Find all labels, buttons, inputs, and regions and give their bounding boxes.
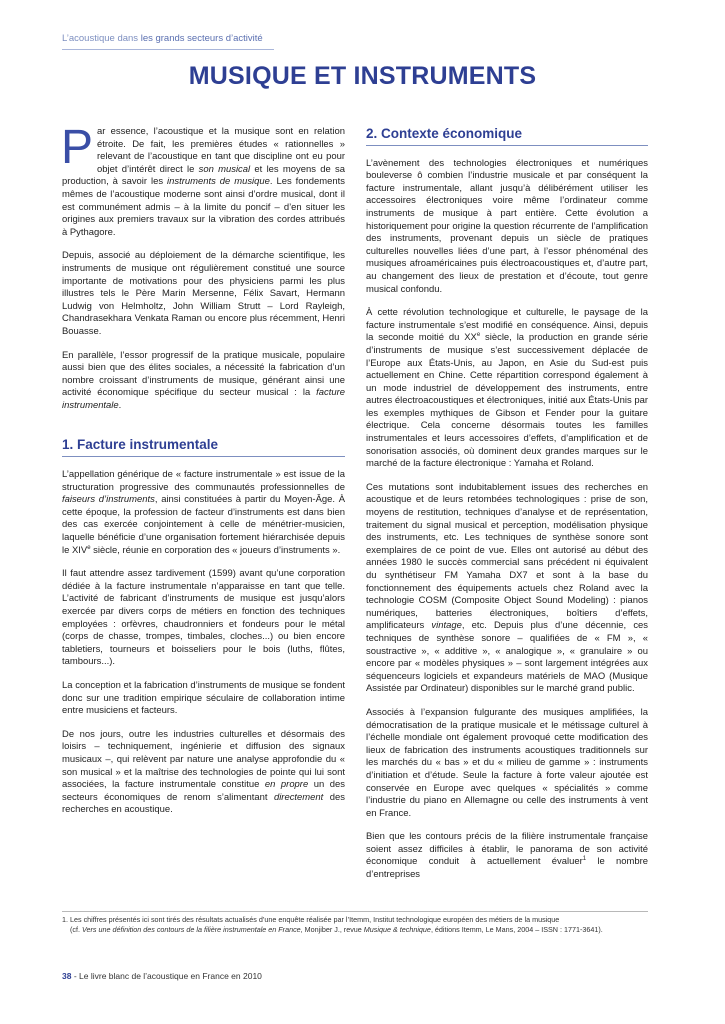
running-head-rule: [62, 49, 274, 50]
footnote-line-1: 1. Les chiffres présentés ici sont tirés des résultats actualisés d’une enquête réalisée par l’Itemm, Institut technologique européen des métiers de la musique: [62, 915, 560, 924]
intro-paragraph-3: [62, 350, 345, 413]
section-2-title: 2. Contexte économique: [366, 128, 648, 146]
text-run: siècle, la production en grande série d’instruments de musique s’est successivement déplacée de l’Europe aux États-Unis, au Japon, en Asie du Sud-est puis actuellement en Chine. Cette répartition correspond également à un mode industriel de développement des instruments, entre autres électroacoustiques et électroniques, initié aux États-Unis par les exemples mythiques de Gibson et Fender pour la guitare électrique. Cela concerne désormais toutes les familles instrumentales et leurs accessoires d’effets, d’amplification et de sonorisation associés, où dominent deux grandes marques sur le marché de la facture électronique : Yamaha et Roland.: [366, 332, 648, 470]
section-2-paragraph-3: [366, 482, 648, 696]
text-run-italic: instruments de musique: [167, 176, 270, 188]
text-run: Bien que les contours précis de la filière instrumentale française soient assez difficiles à établir, le panorama de son activité économique conduit à actuellement évaluer: [366, 831, 648, 868]
text-run: En parallèle, l’essor progressif de la pratique musicale, populaire aussi bien que des élites sociales, a nécessité la fabrication d’un nombre croissant d’instruments de musique, générant ainsi une activité économique spécifique du secteur musical : la: [62, 349, 345, 399]
footnote: [62, 915, 648, 935]
intro-paragraph-2: Depuis, associé au déploiement de la démarche scientifique, les instruments de musique ont régulièrement constitué une source importante de motivations pour des physiciens parmi les plus illustres tels le Père Marin Mersenne, Félix Savart, Hermann Ludwig von Helmholtz, John William Strutt – Lord Rayleigh, Chandrasekhara Venkata Raman ou encore plus récemment, Henri Bouasse.: [62, 250, 345, 337]
text-run-italic: son musical: [198, 163, 251, 175]
text-run: L’appellation générique de « facture instrumentale » est issue de la structuration progressive des communautés professionnelles de: [62, 469, 345, 493]
text-run: , etc. Depuis plus d’une décennie, ces techniques de synthèse sonore – qualifiées de « FM », « soustractive », « additive », « analogique », « granulaire » ou encore par « modèles physiques » – sont largement intégrées aux séquenceurs logiciels et expandeurs matériels de MAO (Musique Assistée par Ordinateur) disponibles sur le marché grand public.: [366, 620, 649, 695]
footnote-ref[interactable]: 1: [582, 856, 587, 863]
section-2-paragraph-1: L’avènement des technologies électroniques et numériques bouleverse ô combien l’industrie musicale et par conséquent la facture instrumentale, allant jusqu’à délibérément utiliser les accessoires électroniques voire même l’ordinateur comme instruments de musique à part entière. Cette évolution a historiquement pour origine la question récurrente de l’amplification des instruments, provenant depuis un siècle de pratiques culturelles nouvelles liées d’une part, à l’essor phénoménal des musiques afroaméricaines puis électroacoustiques et, d’autre part, au changement des lieux de prestation et d’écoute, tout genre musical confondu.: [366, 157, 648, 295]
section-1-title: 1. Facture instrumentale: [62, 439, 345, 457]
text-run-italic: directement: [273, 791, 324, 803]
footnote-rule: [62, 911, 648, 912]
drop-cap: P: [61, 121, 94, 174]
text-run: siècle, réunie en corporation des « joueurs d’instruments ».: [90, 544, 341, 556]
text-run: un des secteurs économiques de renom s’alimentant: [62, 779, 345, 803]
right-column: [366, 126, 648, 893]
text-run-italic: facture instrumentale: [62, 387, 345, 411]
text-run: Ces mutations sont indubitablement issues des recherches en acoustique et de leurs retombées technologiques : prise de son, moyens de restitution, techniques d’analyse et de représentation, traitement du signal musical et perception, modélisation physique des instruments, etc. Les techniques de synthèse sonore sont exemplaires de ce point de vue. Elles ont autorisé au début des années 1980 le succès commercial sans précédent ni équivalent du synthétiseur FM Yamaha DX7 et sont à la base du fonctionnement des équipements actuels chez Roland avec la technologie COSM (Composite Object Sound Modeling) : pianos numériques, batteries électroniques, boîtiers d’effets, amplificateurs: [366, 481, 648, 632]
text-run: . Les fondements mêmes de l’acoustique moderne sont ainsi d’ordre musical, dont il est communément admis – à la limite du poncif – d’en situer les origines aux premiers travaux sur la vibration des cordes attribués à Pythagore.: [62, 176, 345, 238]
page-footer: [62, 971, 262, 981]
text-run: De nos jours, outre les industries culturelles et désormais des loisirs – techniquement, ingénierie et diffusion des signaux musicaux –, qui relèvent par nature une analyse approfondie du « son musical » et la maîtrise des technologies de pointe qui lui sont associées, la facture instrumentale constitue: [62, 728, 345, 791]
text-run: et les moyens de sa production, à savoir les: [62, 163, 346, 188]
left-column: [61, 121, 346, 828]
text-run: , ainsi constituées à partir du Moyen-Âge. À cette époque, la profession de facteur d’instruments est dans bien des cas exercée conjointement à celle de ménétrier-musicien, laquelle bénéficie d’une organisation fortement hiérarchisée depuis le XIV: [62, 494, 345, 556]
running-head: [62, 33, 263, 44]
text-run-italic: vintage: [431, 620, 462, 632]
text-run: .: [118, 399, 122, 411]
text-run-italic: en propre: [264, 779, 309, 791]
section-2-paragraph-2: [366, 307, 648, 471]
text-run: des recherches en acoustique.: [62, 791, 345, 816]
superscript: e: [476, 332, 481, 339]
intro-paragraph-1: [61, 121, 346, 239]
text-run: ar essence, l’acoustique et la musique sont en relation étroite. De fait, les premières études « rationnelles » relevant de l’acoustique en tant que discipline ont eu pour objet d’intérêt direct le: [97, 126, 345, 175]
footer-text: - Le livre blanc de l’acoustique en France en 2010: [71, 971, 262, 981]
section-1-paragraph-1: [62, 469, 345, 557]
running-head-section: les grands secteurs d’activité: [140, 33, 263, 44]
section-1-paragraph-3: La conception et la fabrication d’instruments de musique se fondent donc sur une tradition empirique séculaire de collaboration intime entre musiciens et facteurs.: [62, 679, 345, 717]
footnote-line-2: [62, 925, 648, 935]
text-run: le nombre d’entreprises: [366, 856, 648, 881]
text-run: (cf.: [70, 925, 82, 934]
text-run-italic: Musique & technique: [363, 925, 431, 934]
text-run: À cette révolution technologique et culturelle, le paysage de la facture instrumentale s’est modifié en conséquence. Ainsi, depuis la seconde moitié du XX: [366, 307, 648, 344]
page-number: 38: [62, 971, 72, 981]
text-run-italic: Vers une définition des contours de la filière instrumentale en France: [81, 925, 301, 934]
section-1-paragraph-2: Il faut attendre assez tardivement (1599) avant qu’une corporation dédiée à la facture instrumentale n’apparaisse en tant que telle. L’activité de fabricant d’instruments de musique est jusqu’alors exercée par divers corps de métiers en fonction des techniques employées : orfèvres, chaudronniers et fondeurs pour le métal (corps de chasse, trompes, timbales, cloches...) ou bien encore tabletiers, tourneurs et boisseliers pour le bois (luths, flûtes, tambours...).: [62, 568, 345, 668]
superscript: e: [87, 544, 91, 551]
text-run-italic: faiseurs d’instruments: [62, 494, 155, 506]
page-title: MUSIQUE ET INSTRUMENTS: [188, 62, 537, 90]
section-2-paragraph-4: Associés à l’expansion fulgurante des musiques amplifiées, la démocratisation de la pratique musicale et le métissage culturel à l’échelle mondiale ont également provoqué cette modification des lieux de fabrication des instruments acoustiques traditionnels sur les marchés du « bas » et du « milieu de gamme » : instruments d’initiation et d’étude. Seule la facture à forte valeur ajoutée est conservée en Europe avec quelques « spécialités » comme l’industrie du piano en Allemagne ou celle des instruments à vent en France.: [366, 706, 648, 819]
section-1-paragraph-4: [62, 729, 345, 817]
text-run: , éditions Itemm, Le Mans, 2004 – ISSN : 1771-3641).: [430, 925, 603, 934]
section-2-paragraph-5: [366, 831, 648, 881]
running-head-prefix: L’acoustique dans: [62, 33, 141, 44]
text-run: , Monjiber J., revue: [300, 925, 364, 934]
